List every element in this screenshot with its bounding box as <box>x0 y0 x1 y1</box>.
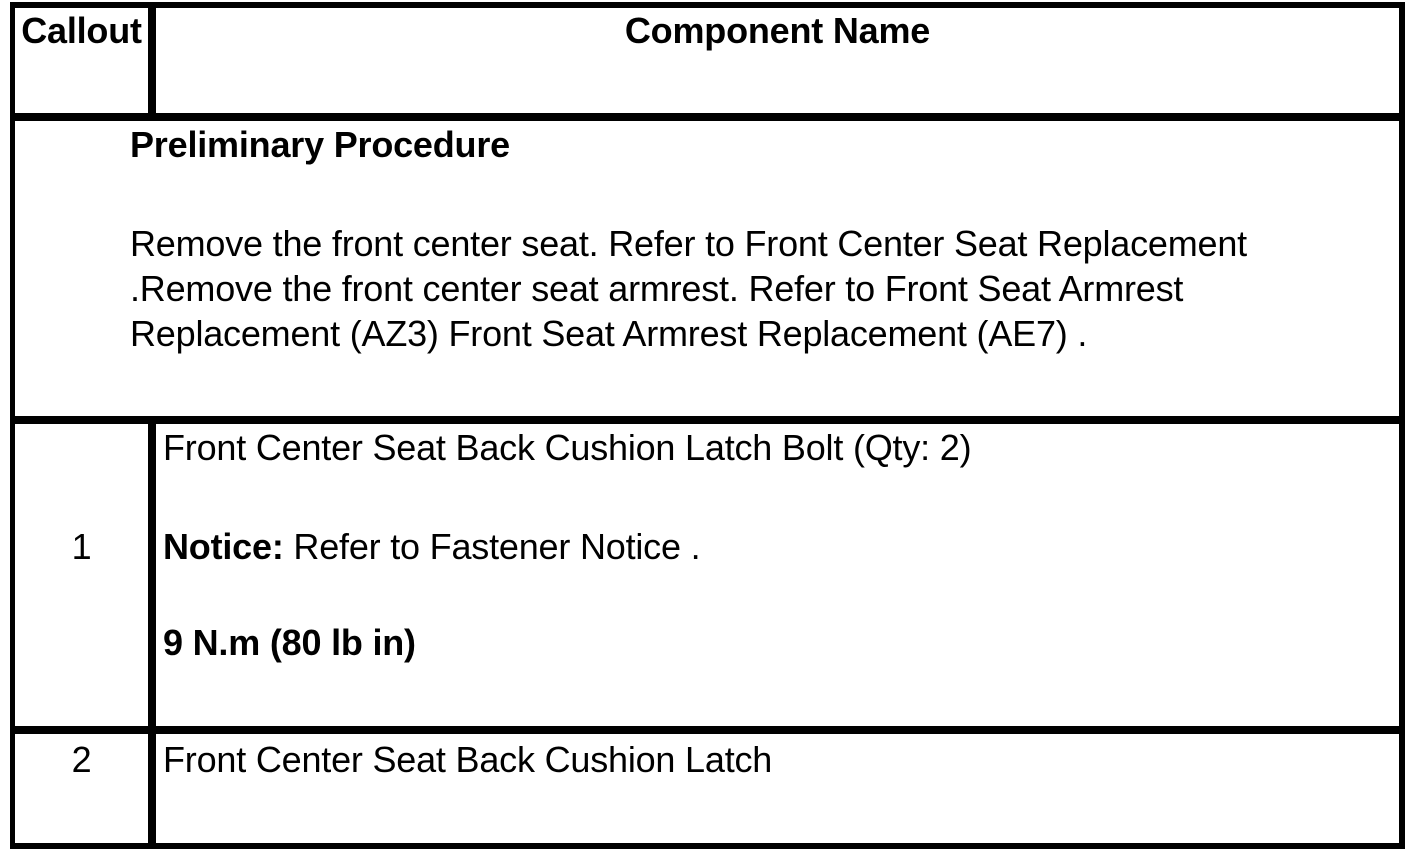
notice-text: Refer to Fastener Notice . <box>283 526 701 567</box>
preliminary-line-1: Remove the front center seat. Refer to Front Center Seat Replacement <box>130 223 1247 264</box>
column-divider-header <box>148 2 156 121</box>
header-callout: Callout <box>21 10 142 51</box>
header-component-name: Component Name <box>624 10 931 51</box>
header-divider <box>10 113 1405 121</box>
table-border-bottom <box>10 843 1405 849</box>
table-border-left <box>10 2 15 849</box>
row-2-callout: 2 <box>71 739 92 780</box>
preliminary-divider <box>10 416 1405 424</box>
row-1-notice <box>163 524 700 569</box>
row-divider <box>10 726 1405 734</box>
preliminary-line-2: .Remove the front center seat armrest. Refer to Front Seat Armrest <box>130 268 1184 309</box>
column-divider-rows <box>148 416 156 849</box>
row-1-callout: 1 <box>71 526 92 567</box>
row-1-component-name: Front Center Seat Back Cushion Latch Bolt (Qty: 2) <box>163 427 972 468</box>
table-border-right <box>1399 2 1405 849</box>
notice-label: Notice: <box>163 526 284 567</box>
preliminary-title: Preliminary Procedure <box>130 124 510 165</box>
row-1-torque: 9 N.m (80 lb in) <box>163 622 416 663</box>
row-2-component-name: Front Center Seat Back Cushion Latch <box>163 739 773 780</box>
preliminary-line-3: Replacement (AZ3) Front Seat Armrest Replacement (AE7) . <box>130 313 1088 354</box>
